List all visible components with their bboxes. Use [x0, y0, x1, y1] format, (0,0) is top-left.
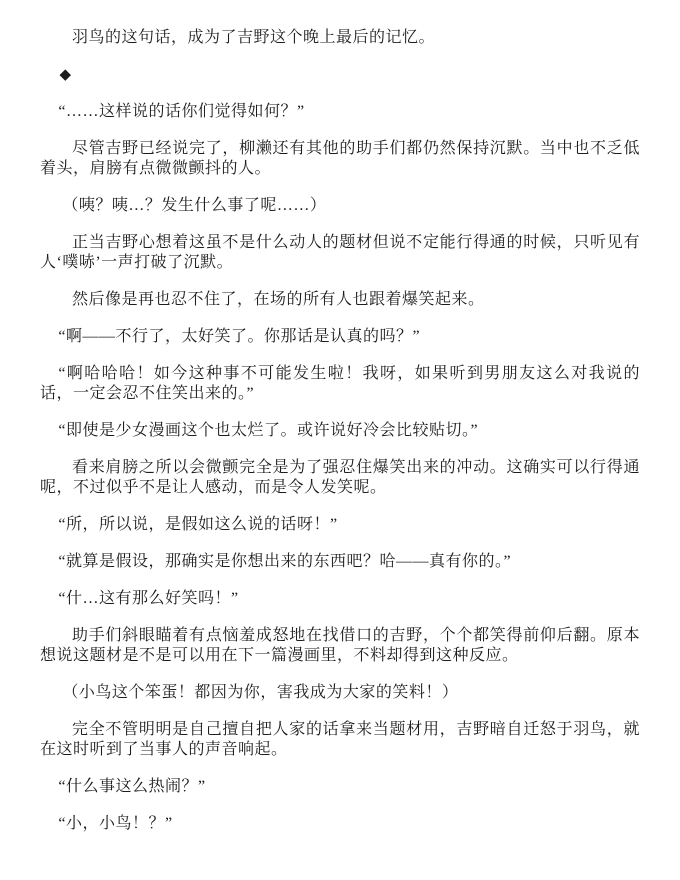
dialogue-line: “什么事这么热闹？” [58, 778, 206, 795]
inner-thought-line: （咦？咦…？发生什么事了呢……） [62, 197, 327, 214]
dialogue-line: “……这样说的话你们觉得如何？” [58, 103, 305, 120]
paragraph-narrative: 正当吉野心想着这虽不是什么动人的题材但说不定能行得通的时候，只听见有人‘噗哧’一声打破了沉默。 [40, 234, 640, 271]
paragraph-narrative: 助手们斜眼瞄着有点恼羞成怒地在找借口的吉野，个个都笑得前仰后翻。原本想说这题材是不是可以用在下一篇漫画里，不料却得到这种反应。 [40, 627, 640, 664]
paragraph-narrative: 看来肩膀之所以会微颤完全是为了强忍住爆笑出来的冲动。这确实可以行得通呢，不过似乎不是让人感动，而是令人发笑呢。 [40, 459, 640, 496]
inner-thought-line: （小鸟这个笨蛋！都因为你，害我成为大家的笑料！） [62, 684, 459, 701]
paragraph-narrative: 羽鸟的这句话，成为了吉野这个晚上最后的记忆。 [72, 29, 436, 46]
dialogue-line: “所，所以说，是假如这么说的话呀！” [58, 516, 338, 533]
paragraph-narrative: 然后像是再也忍不住了，在场的所有人也跟着爆笑起来。 [72, 291, 485, 308]
dialogue-line: “啊哈哈哈！如今这种事不可能发生啦！我呀，如果听到男朋友这么对我说的话，一定会忍不住笑出来的。” [40, 365, 640, 402]
section-separator-diamond-icon: ◆ [59, 67, 72, 83]
dialogue-line: “啊——不行了，太好笑了。你那话是认真的吗？” [58, 328, 421, 345]
paragraph-narrative: 完全不管明明是自己擅自把人家的话拿来当题材用，吉野暗自迁怒于羽鸟，就在这时听到了当事人的声音响起。 [40, 721, 640, 758]
dialogue-line: “即使是少女漫画这个也太烂了。或许说好冷会比较贴切。” [58, 422, 479, 439]
dialogue-line: “就算是假设，那确实是你想出来的东西吧？哈——真有你的。” [58, 553, 512, 570]
dialogue-line: “什…这有那么好笑吗！” [58, 590, 239, 607]
paragraph-narrative: 尽管吉野已经说完了，柳濑还有其他的助手们都仍然保持沉默。当中也不乏低着头，肩膀有点微微颤抖的人。 [40, 140, 640, 177]
dialogue-line: “小，小鸟！？” [58, 815, 173, 832]
